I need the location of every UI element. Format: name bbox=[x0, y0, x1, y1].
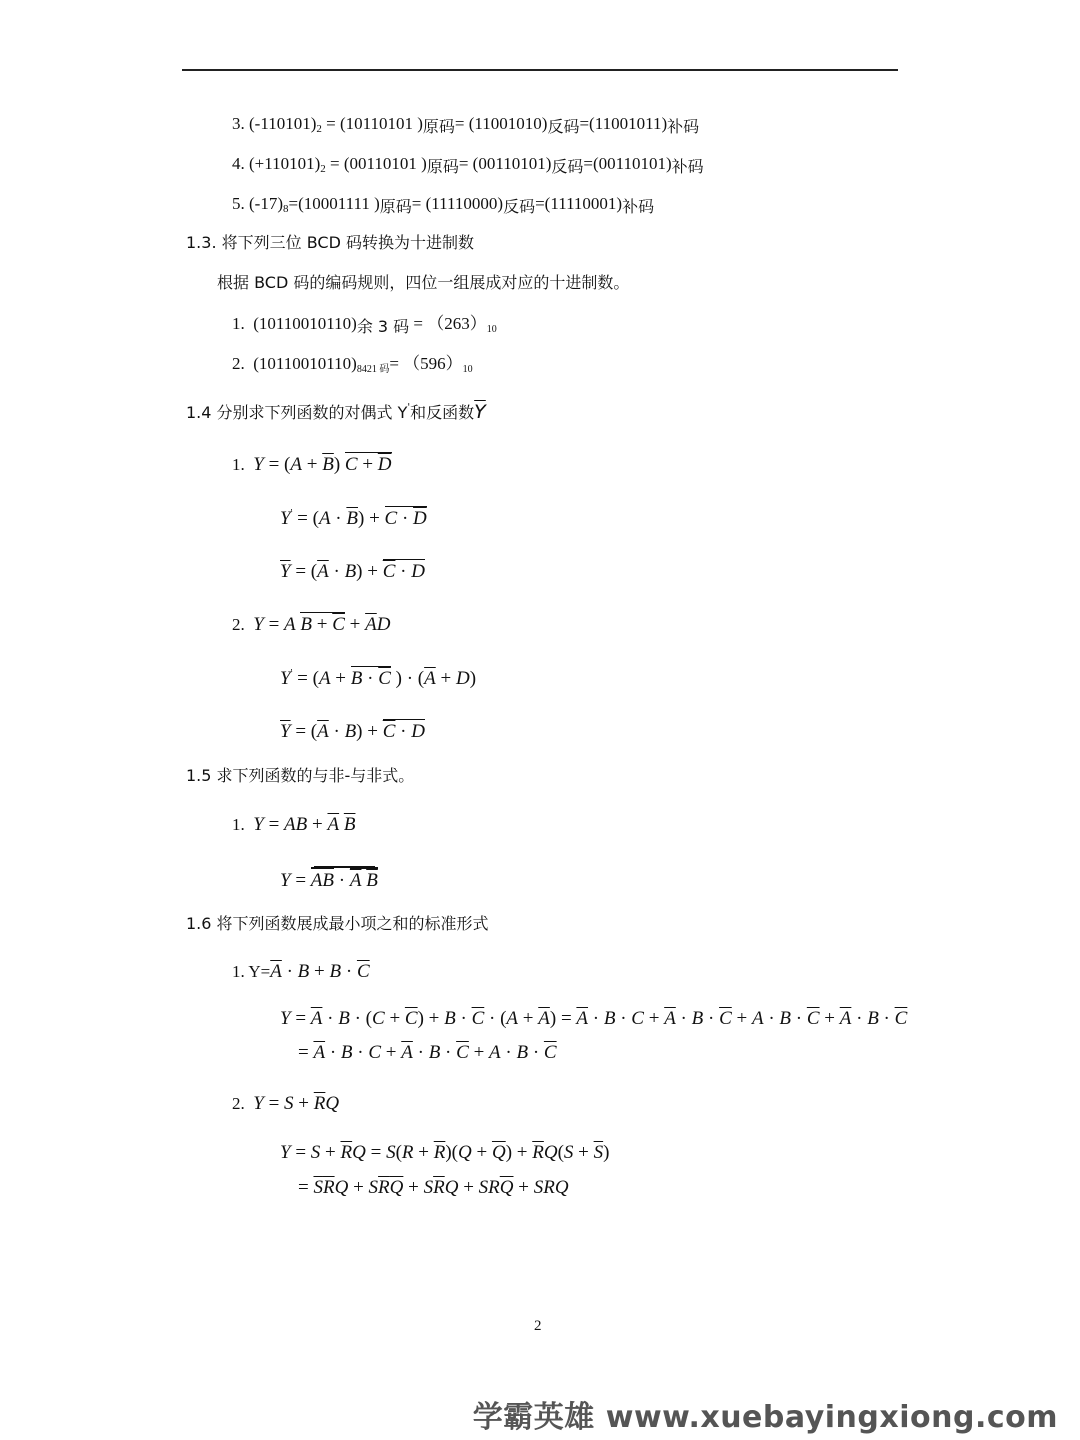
func-1-6-1: 1. $Y=\overline{A} \cdot B + B \cdot \overline{C}$ bbox=[232, 961, 370, 982]
func-1-4-1-dual: $Y' = (A \cdot \overline{B}) + C \cdot \overline{D}$ bbox=[280, 508, 427, 529]
section-1-4-title: 1.4 分别求下列函数的对偶式 Y'和反函数$\overline{Y}$ bbox=[186, 401, 486, 423]
func-1-5-1-nand: Y = AB · $\overline{A}$ $\overline{B}$ bbox=[280, 870, 378, 892]
section-1-3-description: 根据 BCD 码的编码规则，四位一组展成对应的十进制数。 bbox=[217, 273, 630, 292]
func-1-4-2: 2. Y = A $B + \overline{C} + \overline{A}D$ bbox=[232, 614, 391, 635]
func-1-6-1-expansion: $Y = \overline{A} \cdot B \cdot (C + \overline{C}) + B \cdot \overline{C} \cdot (A + \overline{A}) = \overline{A} \cdot B \cdot C + \overline{A} \cdot B \cdot \overline{C} + A \cdot B \cdot \overline{C} + \overline{A} \cdot B \cdot \overline{C}$ bbox=[280, 1008, 908, 1029]
watermark: 学霸英雄 www.xuebayingxiong.com bbox=[472, 1400, 1058, 1435]
conversion-line-5: 5. (-17)8=(10001111 )原码= (11110000)反码=(11110001)补码 bbox=[232, 194, 655, 216]
func-1-6-2-result: = $\overline{S}\overline{R}Q + S\overline{R}\overline{Q} + S\overline{R}Q + SR\overline{Q}$ + SRQ bbox=[298, 1177, 569, 1198]
bcd-item-1: 1. (10110010110)余 3 码 = （263）10 bbox=[232, 314, 497, 336]
section-1-5-title: 1.5 求下列函数的与非-与非式。 bbox=[186, 766, 415, 785]
func-1-6-2-expansion: $Y = S + \overline{R}Q = S(R + \overline{R})(Q + \overline{Q}) + \overline{R}Q(S + \overline{S})$ bbox=[280, 1142, 610, 1163]
func-1-4-2-inverse: $\overline{Y} = (\overline{A} \cdot B) + \overline{C} \cdot D$ bbox=[280, 721, 425, 742]
func-1-6-2: 2. $Y = S + \overline{R}Q$ bbox=[232, 1093, 340, 1114]
section-1-6-title: 1.6 将下列函数展成最小项之和的标准形式 bbox=[186, 914, 489, 933]
func-1-6-1-result: = $\overline{A} \cdot B \cdot C + \overline{A} \cdot B \cdot \overline{C} + A \cdot B \cdot \overline{C}$ bbox=[298, 1042, 557, 1063]
func-1-4-2-dual: $Y' = (A + B \cdot \overline{C}$ ) · $(\overline{A} + D)$ bbox=[280, 668, 477, 689]
func-1-4-1: 1. $Y = (A + \overline{B})$ $C + \overline{D}$ bbox=[232, 454, 392, 475]
bcd-item-2: 2. (10110010110)8421 码= （596）10 bbox=[232, 354, 473, 375]
conversion-line-3: 3. (-110101)2 = (10110101 )原码= (11001010)反码=(11001011)补码 bbox=[232, 114, 700, 136]
page-number: 2 bbox=[534, 1318, 542, 1334]
func-1-5-1: 1. Y = AB + $\overline{A}$ $\overline{B}$ bbox=[232, 814, 356, 835]
section-1-3-title: 1.3. 将下列三位 BCD 码转换为十进制数 bbox=[186, 233, 474, 252]
header-rule bbox=[182, 69, 898, 71]
func-1-4-1-inverse: $\overline{Y} = (\overline{A} \cdot B) + \overline{C} \cdot D$ bbox=[280, 561, 425, 582]
conversion-line-4: 4. (+110101)2 = (00110101 )原码= (00110101)反码=(00110101)补码 bbox=[232, 154, 704, 176]
